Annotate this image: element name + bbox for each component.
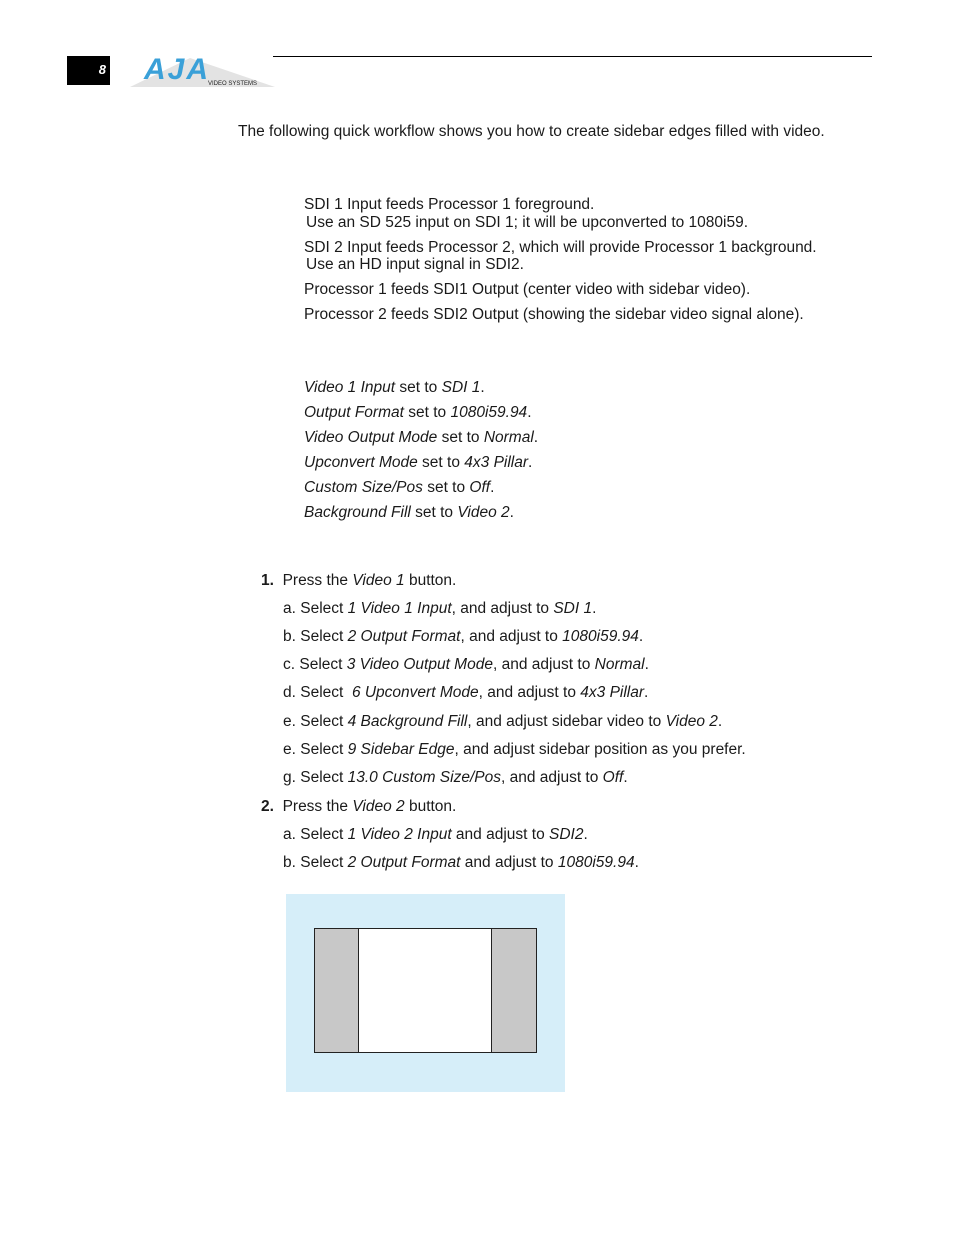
step-1: 1. Press the Video 1 button. <box>261 572 457 589</box>
header-rule <box>273 56 872 57</box>
signal-flow-1-line2: Use an SD 525 input on SDI 1; it will be upconverted to 1080i59. <box>306 214 749 231</box>
right-sidebar <box>491 929 536 1052</box>
setting-upconvert-mode: Upconvert Mode set to 4x3 Pillar. <box>304 454 533 471</box>
signal-flow-2-line2: Use an HD input signal in SDI2. <box>306 256 524 273</box>
pillar-diagram <box>286 894 565 1092</box>
step-2b: b. Select 2 Output Format and adjust to 1080i59.94. <box>283 854 639 871</box>
step-2a: a. Select 1 Video 2 Input and adjust to SDI2. <box>283 826 588 843</box>
logo-subtext: VIDEO SYSTEMS <box>208 81 258 87</box>
page-number: 8 <box>67 56 110 85</box>
step-1g: g. Select 13.0 Custom Size/Pos, and adjust to Off. <box>283 769 628 786</box>
step-1d: d. Select 6 Upconvert Mode, and adjust to 4x3 Pillar. <box>283 684 649 701</box>
step-2: 2. Press the Video 2 button. <box>261 798 457 815</box>
signal-flow-4: Processor 2 feeds SDI2 Output (showing the sidebar video signal alone). <box>304 306 804 323</box>
step-1e: e. Select 4 Background Fill, and adjust sidebar video to Video 2. <box>283 713 723 730</box>
left-sidebar <box>315 929 359 1052</box>
setting-background-fill: Background Fill set to Video 2. <box>304 504 514 521</box>
step-1f: e. Select 9 Sidebar Edge, and adjust sidebar position as you prefer. <box>283 741 746 758</box>
output-screen <box>314 928 537 1053</box>
setting-video1-input: Video 1 Input set to SDI 1. <box>304 379 485 396</box>
step-1c: c. Select 3 Video Output Mode, and adjust to Normal. <box>283 656 649 673</box>
step-1a: a. Select 1 Video 1 Input, and adjust to SDI 1. <box>283 600 597 617</box>
signal-flow-1-line1: SDI 1 Input feeds Processor 1 foreground. <box>304 196 595 213</box>
logo-text: AJA <box>144 54 211 86</box>
signal-flow-3: Processor 1 feeds SDI1 Output (center video with sidebar video). <box>304 281 751 298</box>
aja-logo <box>130 54 275 88</box>
setting-video-output-mode: Video Output Mode set to Normal. <box>304 429 539 446</box>
signal-flow-2-line1: SDI 2 Input feeds Processor 2, which will provide Processor 1 background. <box>304 239 817 256</box>
setting-custom-size-pos: Custom Size/Pos set to Off. <box>304 479 495 496</box>
setting-output-format: Output Format set to 1080i59.94. <box>304 404 532 421</box>
step-1b: b. Select 2 Output Format, and adjust to 1080i59.94. <box>283 628 644 645</box>
intro-text: The following quick workflow shows you how to create sidebar edges filled with video. <box>238 123 825 140</box>
